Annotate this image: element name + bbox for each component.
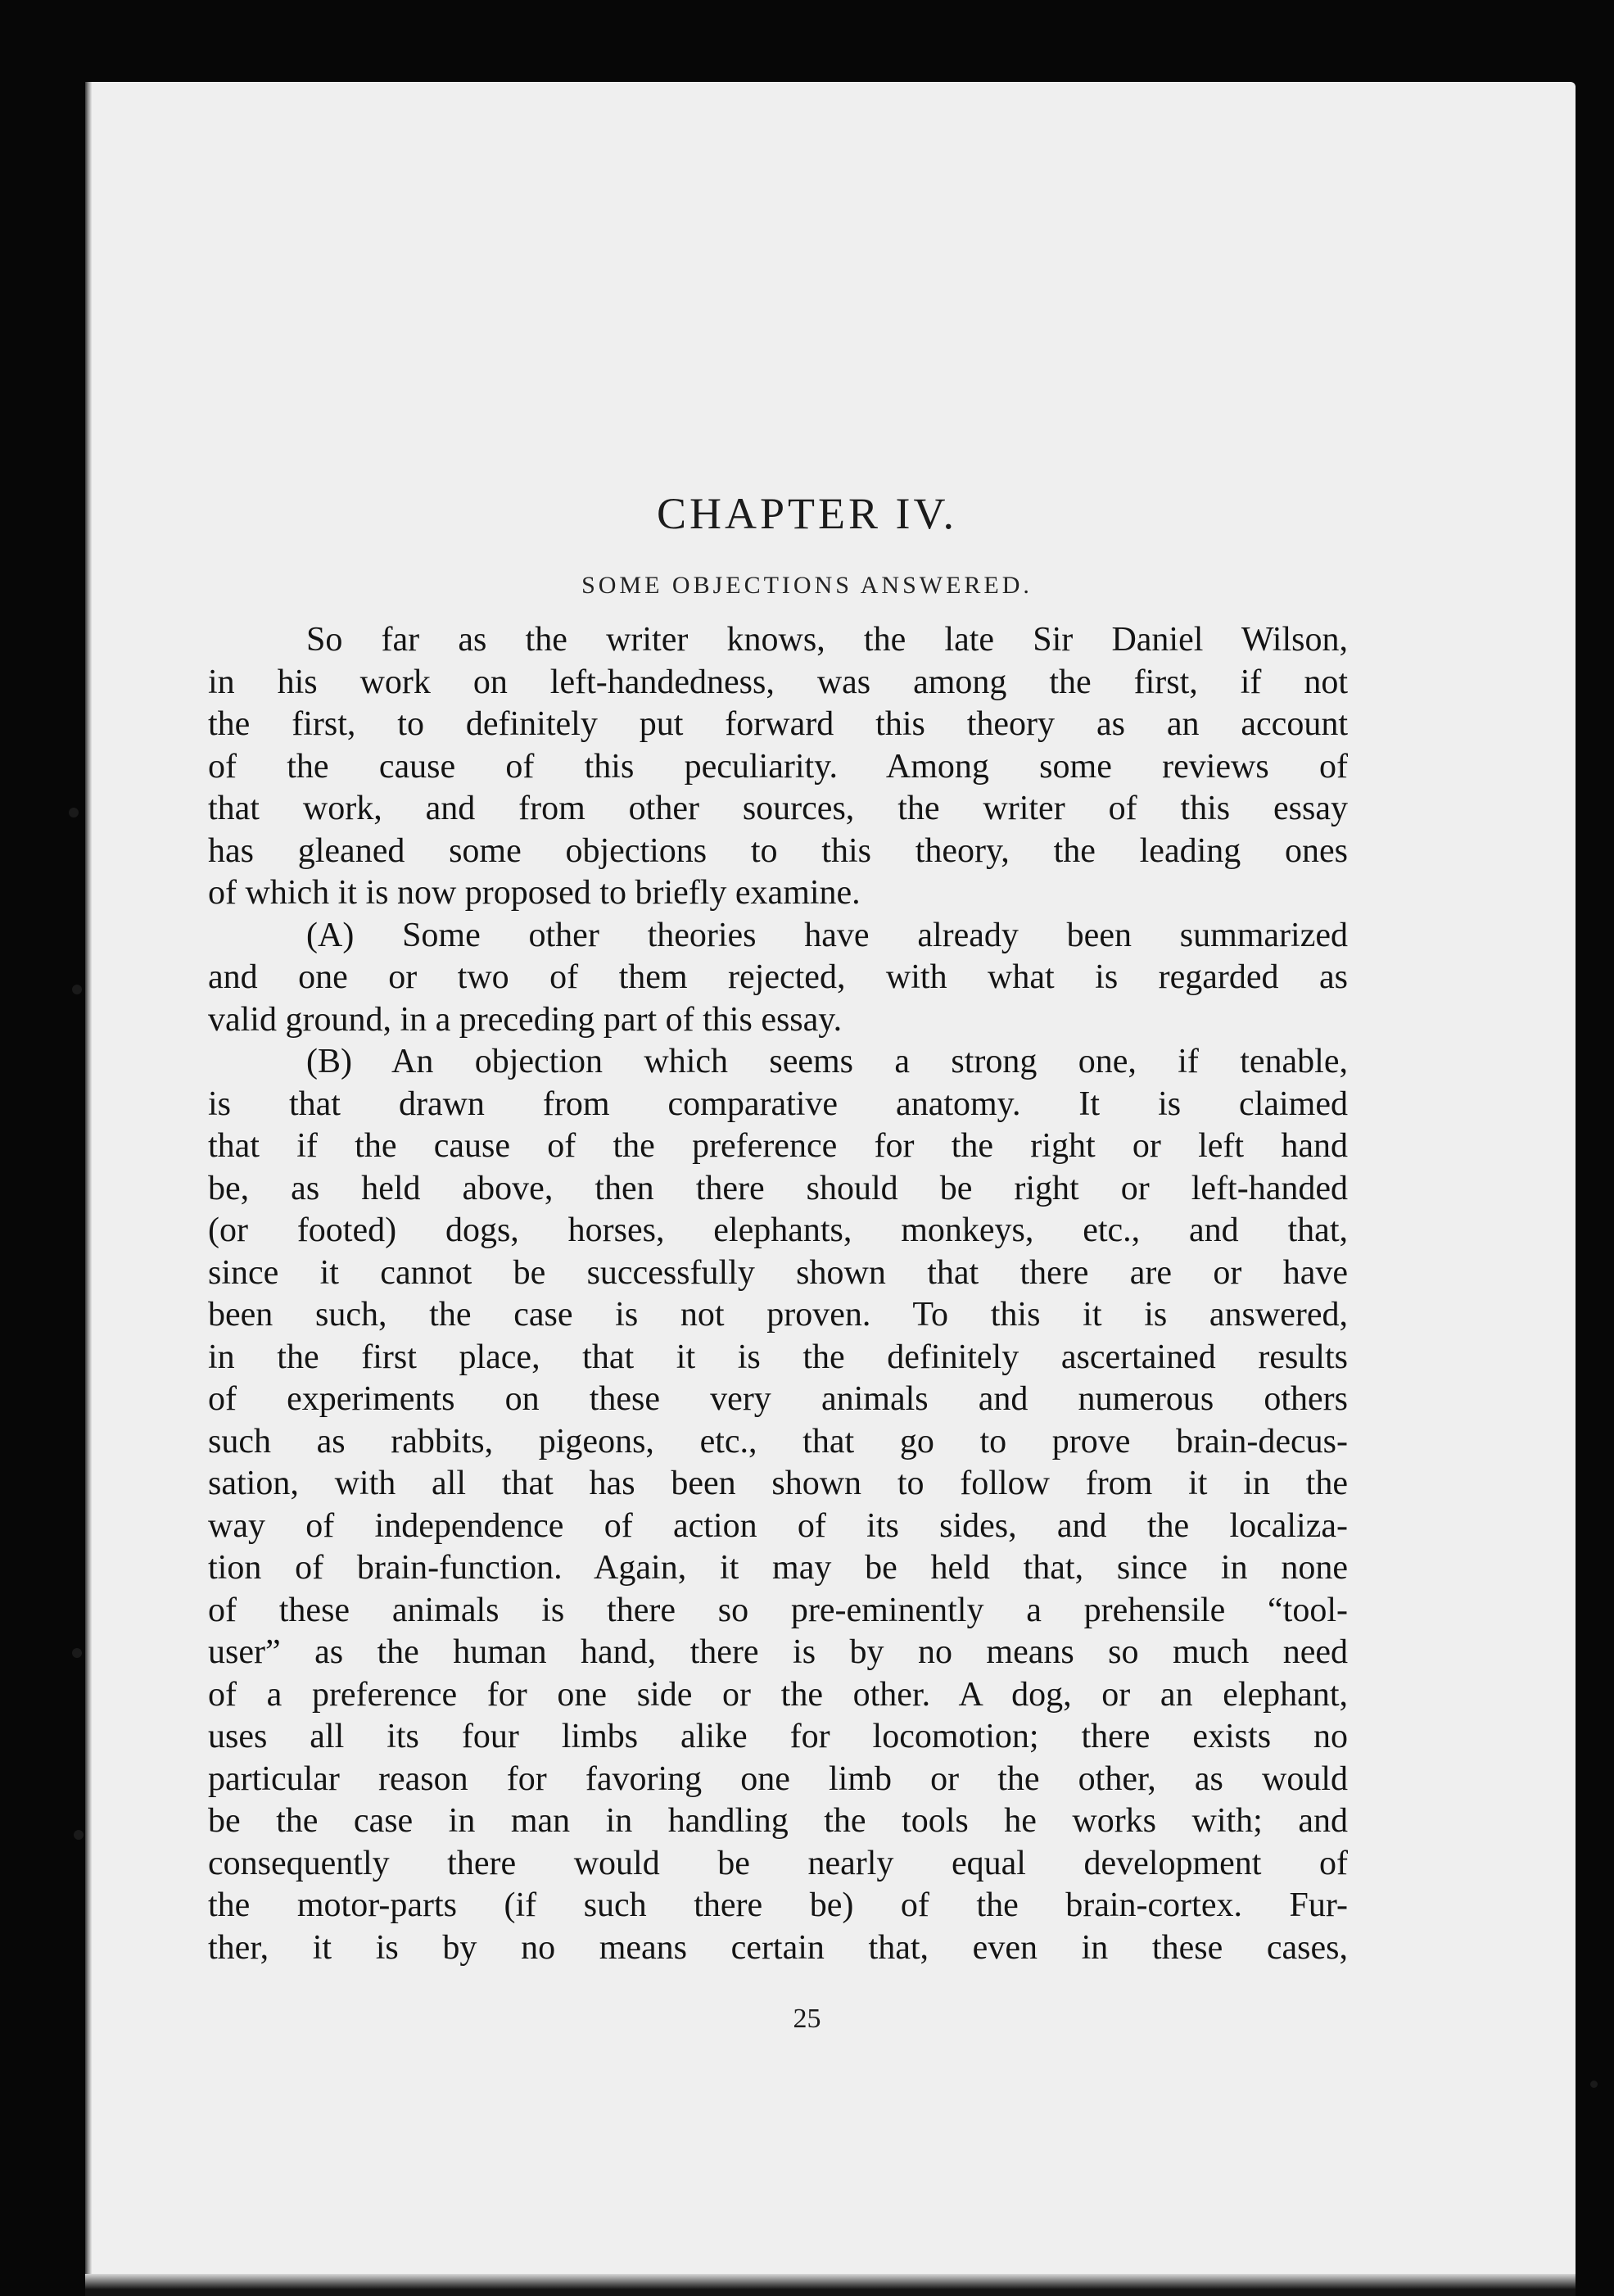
text-line: is that drawn from comparative anatomy. It is claimed	[208, 1085, 1348, 1123]
text-line: since it cannot be successfully shown that there are or have	[208, 1253, 1348, 1292]
margin-speck	[72, 985, 82, 994]
page-gutter-edge	[85, 82, 92, 2285]
margin-speck	[69, 808, 79, 817]
text-line: consequently there would be nearly equal development of	[208, 1844, 1348, 1882]
text-line: such as rabbits, pigeons, etc., that go to prove brain-decus-	[208, 1422, 1348, 1460]
text-line: be, as held above, then there should be right or left-handed	[208, 1169, 1348, 1207]
text-line: (A) Some other theories have already been summarized	[306, 916, 1348, 954]
text-line: valid ground, in a preceding part of this essay.	[208, 1000, 843, 1039]
text-line: in the first place, that it is the definitely ascertained results	[208, 1338, 1348, 1376]
text-line: of which it is now proposed to briefly examine.	[208, 874, 861, 912]
text-line: be the case in man in handling the tools he works with; and	[208, 1802, 1348, 1840]
text-line: (B) An objection which seems a strong one, if tenable,	[306, 1043, 1348, 1080]
text-line: So far as the writer knows, the late Sir Daniel Wilson,	[306, 621, 1348, 659]
text-line: of the cause of this peculiarity. Among some reviews of	[208, 747, 1348, 786]
text-line: way of independence of action of its sides, and the localiza-	[208, 1506, 1348, 1545]
text-line: of a preference for one side or the other. A dog, or an elephant,	[208, 1675, 1348, 1714]
page-bottom-edge	[85, 2274, 1576, 2296]
text-line: been such, the case is not proven. To this it is answered,	[208, 1296, 1348, 1334]
margin-speck	[74, 1830, 84, 1840]
text-line: uses all its four limbs alike for locomotion; there exists no	[208, 1718, 1348, 1755]
text-line: in his work on left-handedness, was among the first, if not	[208, 663, 1348, 701]
margin-speck	[1590, 2081, 1598, 2088]
chapter-subtitle: SOME OBJECTIONS ANSWERED.	[581, 572, 1033, 599]
text-line: particular reason for favoring one limb or the other, as would	[208, 1759, 1348, 1798]
text-line: (or footed) dogs, horses, elephants, monkeys, etc., and that,	[208, 1211, 1348, 1249]
chapter-title: CHAPTER IV.	[656, 489, 958, 538]
text-line: sation, with all that has been shown to follow from it in the	[208, 1465, 1348, 1502]
body-text	[208, 619, 1348, 1969]
text-line: that if the cause of the preference for the right or left hand	[208, 1127, 1348, 1165]
text-line: has gleaned some objections to this theory, the leading ones	[208, 831, 1348, 870]
text-line: and one or two of them rejected, with what is regarded as	[208, 958, 1348, 996]
text-line: user” as the human hand, there is by no means so much need	[208, 1633, 1348, 1671]
page-number: 25	[793, 2004, 821, 2034]
text-line: the motor-parts (if such there be) of the brain-cortex. Fur-	[208, 1886, 1348, 1924]
text-line: tion of brain-function. Again, it may be held that, since in none	[208, 1549, 1348, 1587]
text-line: that work, and from other sources, the writer of this essay	[208, 790, 1348, 827]
text-line: ther, it is by no means certain that, even in these cases,	[208, 1928, 1348, 1967]
text-line: of these animals is there so pre-eminently a prehensile “tool-	[208, 1591, 1348, 1629]
text-line: the first, to definitely put forward this theory as an account	[208, 705, 1348, 743]
text-line: of experiments on these very animals and numerous others	[208, 1380, 1348, 1418]
margin-speck	[72, 1648, 82, 1658]
